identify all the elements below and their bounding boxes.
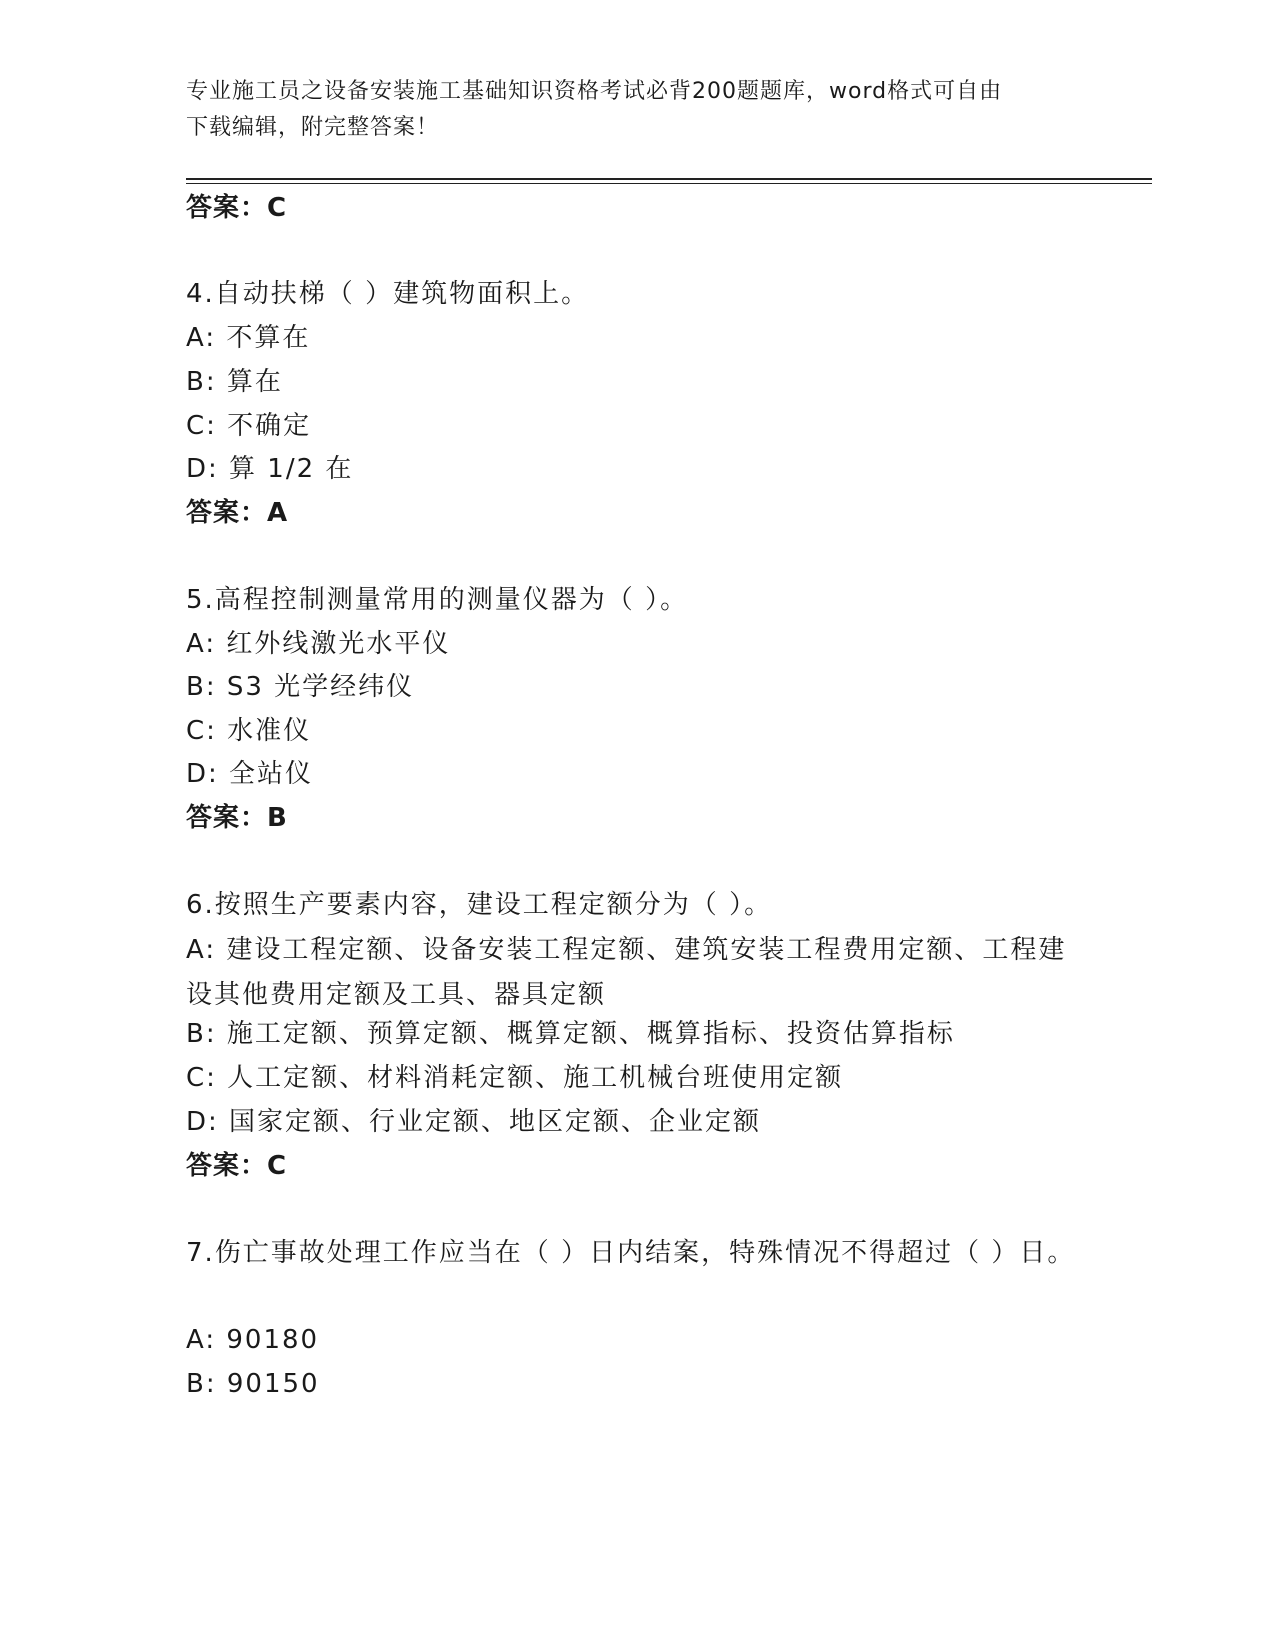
option-d: D: 算 1/2 在 xyxy=(186,454,354,484)
option-c: C: 水准仪 xyxy=(186,716,312,746)
option-a: A: 红外线激光水平仪 xyxy=(186,629,451,659)
header-divider xyxy=(186,178,1152,180)
page-header xyxy=(186,74,1086,146)
option-a: A: 90180 xyxy=(186,1325,320,1355)
question-stem: 6.按照生产要素内容，建设工程定额分为（ ）。 xyxy=(186,890,773,920)
question-stem: 7.伤亡事故处理工作应当在（ ）日内结案，特殊情况不得超过（ ）日。 xyxy=(186,1238,1076,1268)
option-b: B: S3 光学经纬仪 xyxy=(186,672,415,702)
option-c: C: 不确定 xyxy=(186,411,312,441)
option-d: D: 国家定额、行业定额、地区定额、企业定额 xyxy=(186,1107,762,1137)
question-stem: 5.高程控制测量常用的测量仪器为（ ）。 xyxy=(186,585,689,615)
header-line-1: 专业施工员之设备安装施工基础知识资格考试必背200题题库，word格式可自由 xyxy=(186,79,1003,104)
option-a: A: 不算在 xyxy=(186,323,311,353)
question-stem: 4.自动扶梯（ ）建筑物面积上。 xyxy=(186,279,590,309)
header-divider-thin xyxy=(186,183,1152,184)
answer-prev: 答案：C xyxy=(186,193,288,223)
answer: 答案：A xyxy=(186,498,289,528)
header-line-2: 下载编辑，附完整答案！ xyxy=(186,115,440,140)
option-b: B: 算在 xyxy=(186,367,283,397)
option-b: B: 90150 xyxy=(186,1369,320,1399)
option-d: D: 全站仪 xyxy=(186,759,314,789)
option-c: C: 人工定额、材料消耗定额、施工机械台班使用定额 xyxy=(186,1063,844,1093)
option-a: A: 建设工程定额、设备安装工程定额、建筑安装工程费用定额、工程建设其他费用定额及工具、器具定额 xyxy=(186,935,1067,1010)
option-b: B: 施工定额、预算定额、概算定额、概算指标、投资估算指标 xyxy=(186,1019,955,1049)
answer: 答案：B xyxy=(186,803,288,833)
answer: 答案：C xyxy=(186,1151,288,1181)
